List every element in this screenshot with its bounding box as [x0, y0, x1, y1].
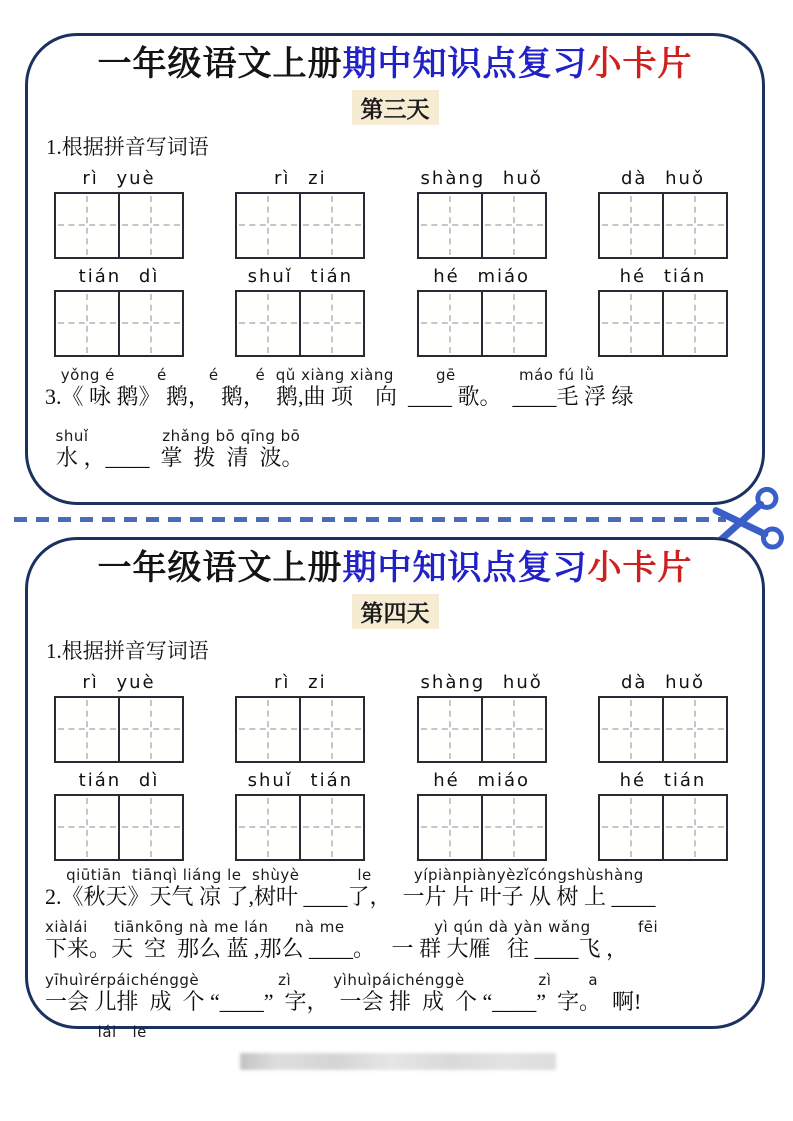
- title-grade: 一年级语文上册: [97, 46, 343, 83]
- writing-grid-row-1: [42, 696, 748, 763]
- writing-grid: [598, 794, 728, 861]
- instruction-text: 1.根据拼音写词语: [46, 638, 209, 663]
- question-line: [45, 367, 748, 411]
- grid-cell: [299, 292, 363, 355]
- pinyin-label: dà huǒ: [620, 167, 705, 189]
- pinyin-label: rì zi: [274, 167, 327, 189]
- grid-cell: [237, 698, 299, 761]
- review-card-day4: [25, 537, 765, 1042]
- pinyin-label: tián dì: [78, 265, 160, 287]
- grid-cell: [600, 796, 662, 859]
- question-text-line: 3.《 咏 鹅》 鹅， 鹅， 鹅,曲 项 向 ____ 歌。 ____毛 浮 绿: [45, 383, 634, 409]
- pinyin-label: tián dì: [78, 769, 160, 791]
- pinyin-label: shuǐ tián: [247, 769, 354, 791]
- question-pinyin-line: lái le: [45, 1023, 147, 1042]
- grid-cell: [299, 698, 363, 761]
- pinyin-label: hé tián: [619, 769, 707, 791]
- grid-cell: [237, 292, 299, 355]
- writing-grid: [54, 192, 184, 259]
- grid-cell: [419, 698, 481, 761]
- writing-grid: [417, 794, 547, 861]
- pinyin-label: rì yuè: [82, 167, 156, 189]
- question-line: [45, 867, 748, 911]
- card-title: [42, 44, 748, 87]
- writing-grid: [598, 696, 728, 763]
- day-badge-row: [42, 90, 748, 125]
- question-3-poem: [42, 367, 748, 472]
- pinyin-label: shàng huǒ: [420, 167, 543, 189]
- question-text-line: 2.《秋天》天气 凉 了,树叶 ____了， 一片 片 叶子 从 树 上 ____: [45, 883, 656, 909]
- grid-cell: [118, 698, 182, 761]
- grid-cell: [662, 194, 726, 257]
- instruction-text: 1.根据拼音写词语: [46, 134, 209, 159]
- day-badge: 第四天: [352, 594, 439, 629]
- writing-grid: [417, 696, 547, 763]
- writing-grid: [54, 794, 184, 861]
- grid-cell: [299, 194, 363, 257]
- pinyin-label: hé miáo: [433, 265, 531, 287]
- grid-cell: [481, 292, 545, 355]
- pinyin-label: hé tián: [619, 265, 707, 287]
- grid-cell: [56, 194, 118, 257]
- pinyin-label: dà huǒ: [620, 671, 705, 693]
- grid-cell: [662, 796, 726, 859]
- card-title: [42, 548, 748, 591]
- question-text-line: 一会 儿排 成 个 “____” 字， 一会 排 成 个 “____” 字。 啊!: [45, 989, 642, 1015]
- question-text-line: 下来。天 空 那么 蓝 ,那么 ____。 一 群 大雁 往 ____飞 ，: [45, 936, 629, 962]
- question-line: [45, 1024, 748, 1041]
- writing-grid: [54, 696, 184, 763]
- pinyin-row-2: [42, 770, 748, 791]
- question-text-line: 水 ，____ 掌 拨 清 波。: [45, 445, 304, 471]
- grid-cell: [237, 796, 299, 859]
- day-badge: 第三天: [352, 90, 439, 125]
- grid-cell: [419, 194, 481, 257]
- blurred-watermark: [240, 1053, 556, 1070]
- writing-grid-row-1: [42, 192, 748, 259]
- grid-cell: [419, 796, 481, 859]
- writing-grid: [235, 696, 365, 763]
- grid-cell: [662, 292, 726, 355]
- writing-grid: [598, 290, 728, 357]
- grid-cell: [600, 194, 662, 257]
- grid-cell: [481, 698, 545, 761]
- pinyin-label: shàng huǒ: [420, 671, 543, 693]
- pinyin-label: shuǐ tián: [247, 265, 354, 287]
- title-grade: 一年级语文上册: [97, 550, 343, 587]
- pinyin-label: rì yuè: [82, 671, 156, 693]
- grid-cell: [56, 796, 118, 859]
- grid-cell: [662, 698, 726, 761]
- grid-cell: [56, 292, 118, 355]
- grid-cell: [600, 698, 662, 761]
- question-pinyin-line: yǒng é é é é qǔ xiàng xiàng gē máo fú lǜ: [45, 365, 595, 384]
- grid-cell: [481, 796, 545, 859]
- pinyin-row-1: [42, 168, 748, 189]
- review-card-day3: [25, 33, 765, 505]
- pinyin-label: hé miáo: [433, 769, 531, 791]
- title-card: 小卡片: [587, 550, 693, 587]
- question-pinyin-line: qiūtiān tiānqì liáng le shùyè le yípiànpiànyèzǐcóngshùshàng: [45, 865, 644, 884]
- writing-grid: [417, 192, 547, 259]
- writing-grid-row-2: [42, 290, 748, 357]
- pinyin-label: rì zi: [274, 671, 327, 693]
- grid-cell: [481, 194, 545, 257]
- writing-grid: [54, 290, 184, 357]
- grid-cell: [118, 292, 182, 355]
- title-midterm: 期中知识点复习: [342, 46, 588, 83]
- question-line: [45, 428, 748, 472]
- question-line: [45, 919, 748, 963]
- writing-grid: [235, 290, 365, 357]
- grid-cell: [600, 292, 662, 355]
- grid-cell: [118, 796, 182, 859]
- title-card: 小卡片: [587, 46, 693, 83]
- grid-cell: [118, 194, 182, 257]
- question-2-autumn: [42, 867, 748, 1042]
- writing-grid: [235, 794, 365, 861]
- grid-cell: [419, 292, 481, 355]
- question-pinyin-line: xiàlái tiānkōng nà me lán nà me yì qún dà yàn wǎng fēi: [45, 918, 659, 937]
- question-pinyin-line: yīhuìrérpáichénggè zì yìhuìpáichénggè zì a: [45, 970, 599, 989]
- cut-dashed-line: [14, 517, 726, 522]
- writing-grid: [598, 192, 728, 259]
- writing-grid: [235, 192, 365, 259]
- pinyin-row-1: [42, 672, 748, 693]
- grid-cell: [299, 796, 363, 859]
- day-badge-row: [42, 594, 748, 629]
- writing-grid-row-2: [42, 794, 748, 861]
- pinyin-row-2: [42, 266, 748, 287]
- question-line: [45, 972, 748, 1016]
- title-midterm: 期中知识点复习: [342, 550, 588, 587]
- writing-grid: [417, 290, 547, 357]
- question-pinyin-line: shuǐ zhǎng bō qīng bō: [45, 427, 301, 446]
- grid-cell: [237, 194, 299, 257]
- grid-cell: [56, 698, 118, 761]
